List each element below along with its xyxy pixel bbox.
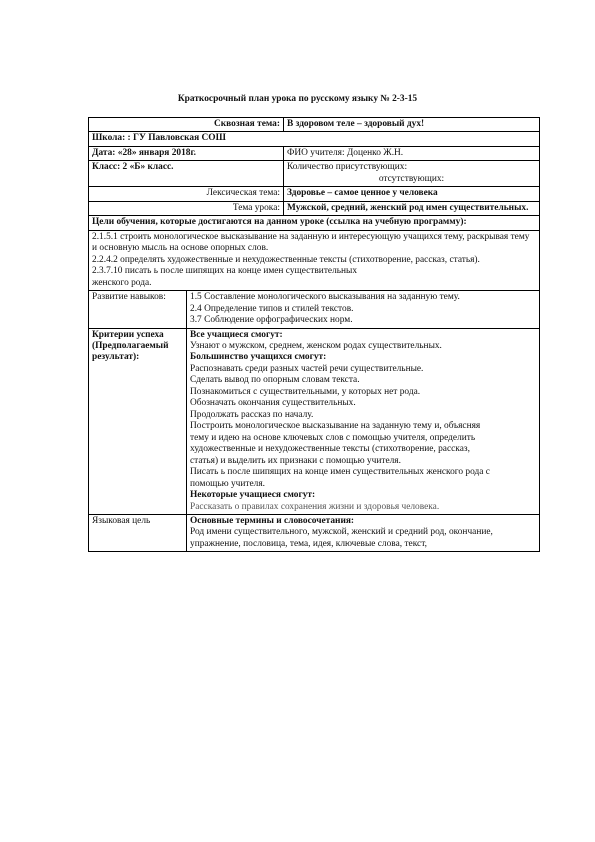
language-cell [187,515,540,552]
teacher-cell: ФИО учителя: Доценко Ж.Н. [284,146,540,160]
criteria-item: художественные и нехудожественные тексты (стихотворение, рассказ, [190,444,470,455]
criteria-item: Обозначать окончания существительных. [190,398,356,409]
criteria-item: статья) и выделить их признаки с помощью учителя. [190,455,401,466]
criteria-some-heading: Некоторые учащиеся смогут: [190,490,316,501]
criteria-item: Познакомиться с существительными, у которых нет рода. [190,386,421,397]
criteria-item: Рассказать о правилах сохранения жизни и здоровья человека. [190,501,440,512]
school-cell: Школа: : ГУ Павловская СОШ [89,132,540,146]
skill-item: 2.4 Определение типов и стилей текстов. [190,303,354,314]
criteria-item: тему и идею на основе ключевых слов с помощью учителя, определить [190,432,476,443]
criteria-all-heading: Все учащиеся смогут: [190,329,283,340]
language-text: Род имени существительного, мужской, женский и средний род, окончание, упражнение, пословица, тема, идея, ключевые слова, текст, [190,527,493,549]
skills-row [89,291,540,328]
theme-label: Сквозная тема: [89,118,284,132]
theme-row [89,118,540,132]
criteria-item: Продолжать рассказ по началу. [190,409,314,420]
criteria-item: Сделать вывод по опорным словам текста. [190,375,360,386]
criteria-item: Узнают о мужском, среднем, женском родах существительных. [190,340,442,351]
criteria-cell [187,328,540,515]
attendance-cell [284,161,540,187]
school-row [89,132,540,146]
criteria-item: Писать ь после шипящих на конце имен существительных женского рода с [190,467,490,478]
criteria-row [89,328,540,515]
skills-label: Развитие навыков: [89,291,187,328]
goals-heading-row [89,216,540,230]
class-cell: Класс: 2 «Б» класс. [89,161,284,187]
goal-item: 2.1.5.1 строить монологическое высказывание на заданную и интересующую учащихся тему, раскрывая тему и основную мысль на основе опорных слов. [92,231,530,254]
lexical-value: Здоровье – самое ценное у человека [284,187,540,201]
document-title: Краткосрочный план урока по русскому языку № 2-3-15 [177,94,418,104]
goals-row [89,230,540,290]
skills-cell [187,291,540,328]
language-label: Языковая цель [89,515,187,552]
criteria-most-heading: Большинство учащихся смогут: [190,352,327,363]
lexical-row [89,187,540,201]
skill-item: 3.7 Соблюдение орфографических норм. [190,315,353,326]
goal-item: 2.3.7.10 писать ь после шипящих на конце имен существительных [92,266,358,277]
topic-label: Тема урока: [89,201,284,215]
criteria-item: Построить монологическое высказывание на заданную тему и, объясняя [190,421,481,432]
criteria-label: Критерии успеха (Предполагаемый результат): [89,328,187,515]
absent-label: отсутствующих: [378,173,445,184]
topic-row [89,201,540,215]
goals-cell [89,230,540,290]
lesson-plan-table [88,117,540,552]
date-cell: Дата: «28» января 2018г. [89,146,284,160]
goals-heading: Цели обучения, которые достигаются на данном уроке (ссылка на учебную программу): [89,216,540,230]
language-heading: Основные термины и словосочетания: [190,516,355,526]
goal-item: 2.2.4.2 определять художественные и нехудожественные тексты (стихотворение, рассказ, статья). [92,254,480,265]
present-label: Количество присутствующих: [287,162,408,173]
topic-value: Мужской, средний, женский род имен существительных. [284,201,540,215]
date-row [89,146,540,160]
skill-item: 1.5 Составление монологического высказывания на заданную тему. [190,292,460,303]
class-row [89,161,540,187]
lexical-label: Лексическая тема: [89,187,284,201]
theme-value: В здоровом теле – здоровый дух! [284,118,540,132]
criteria-item: Распознавать среди разных частей речи существительные. [190,363,424,374]
language-row [89,515,540,552]
goal-item: женского рода. [92,277,152,288]
criteria-item: помощью учителя. [190,478,265,489]
